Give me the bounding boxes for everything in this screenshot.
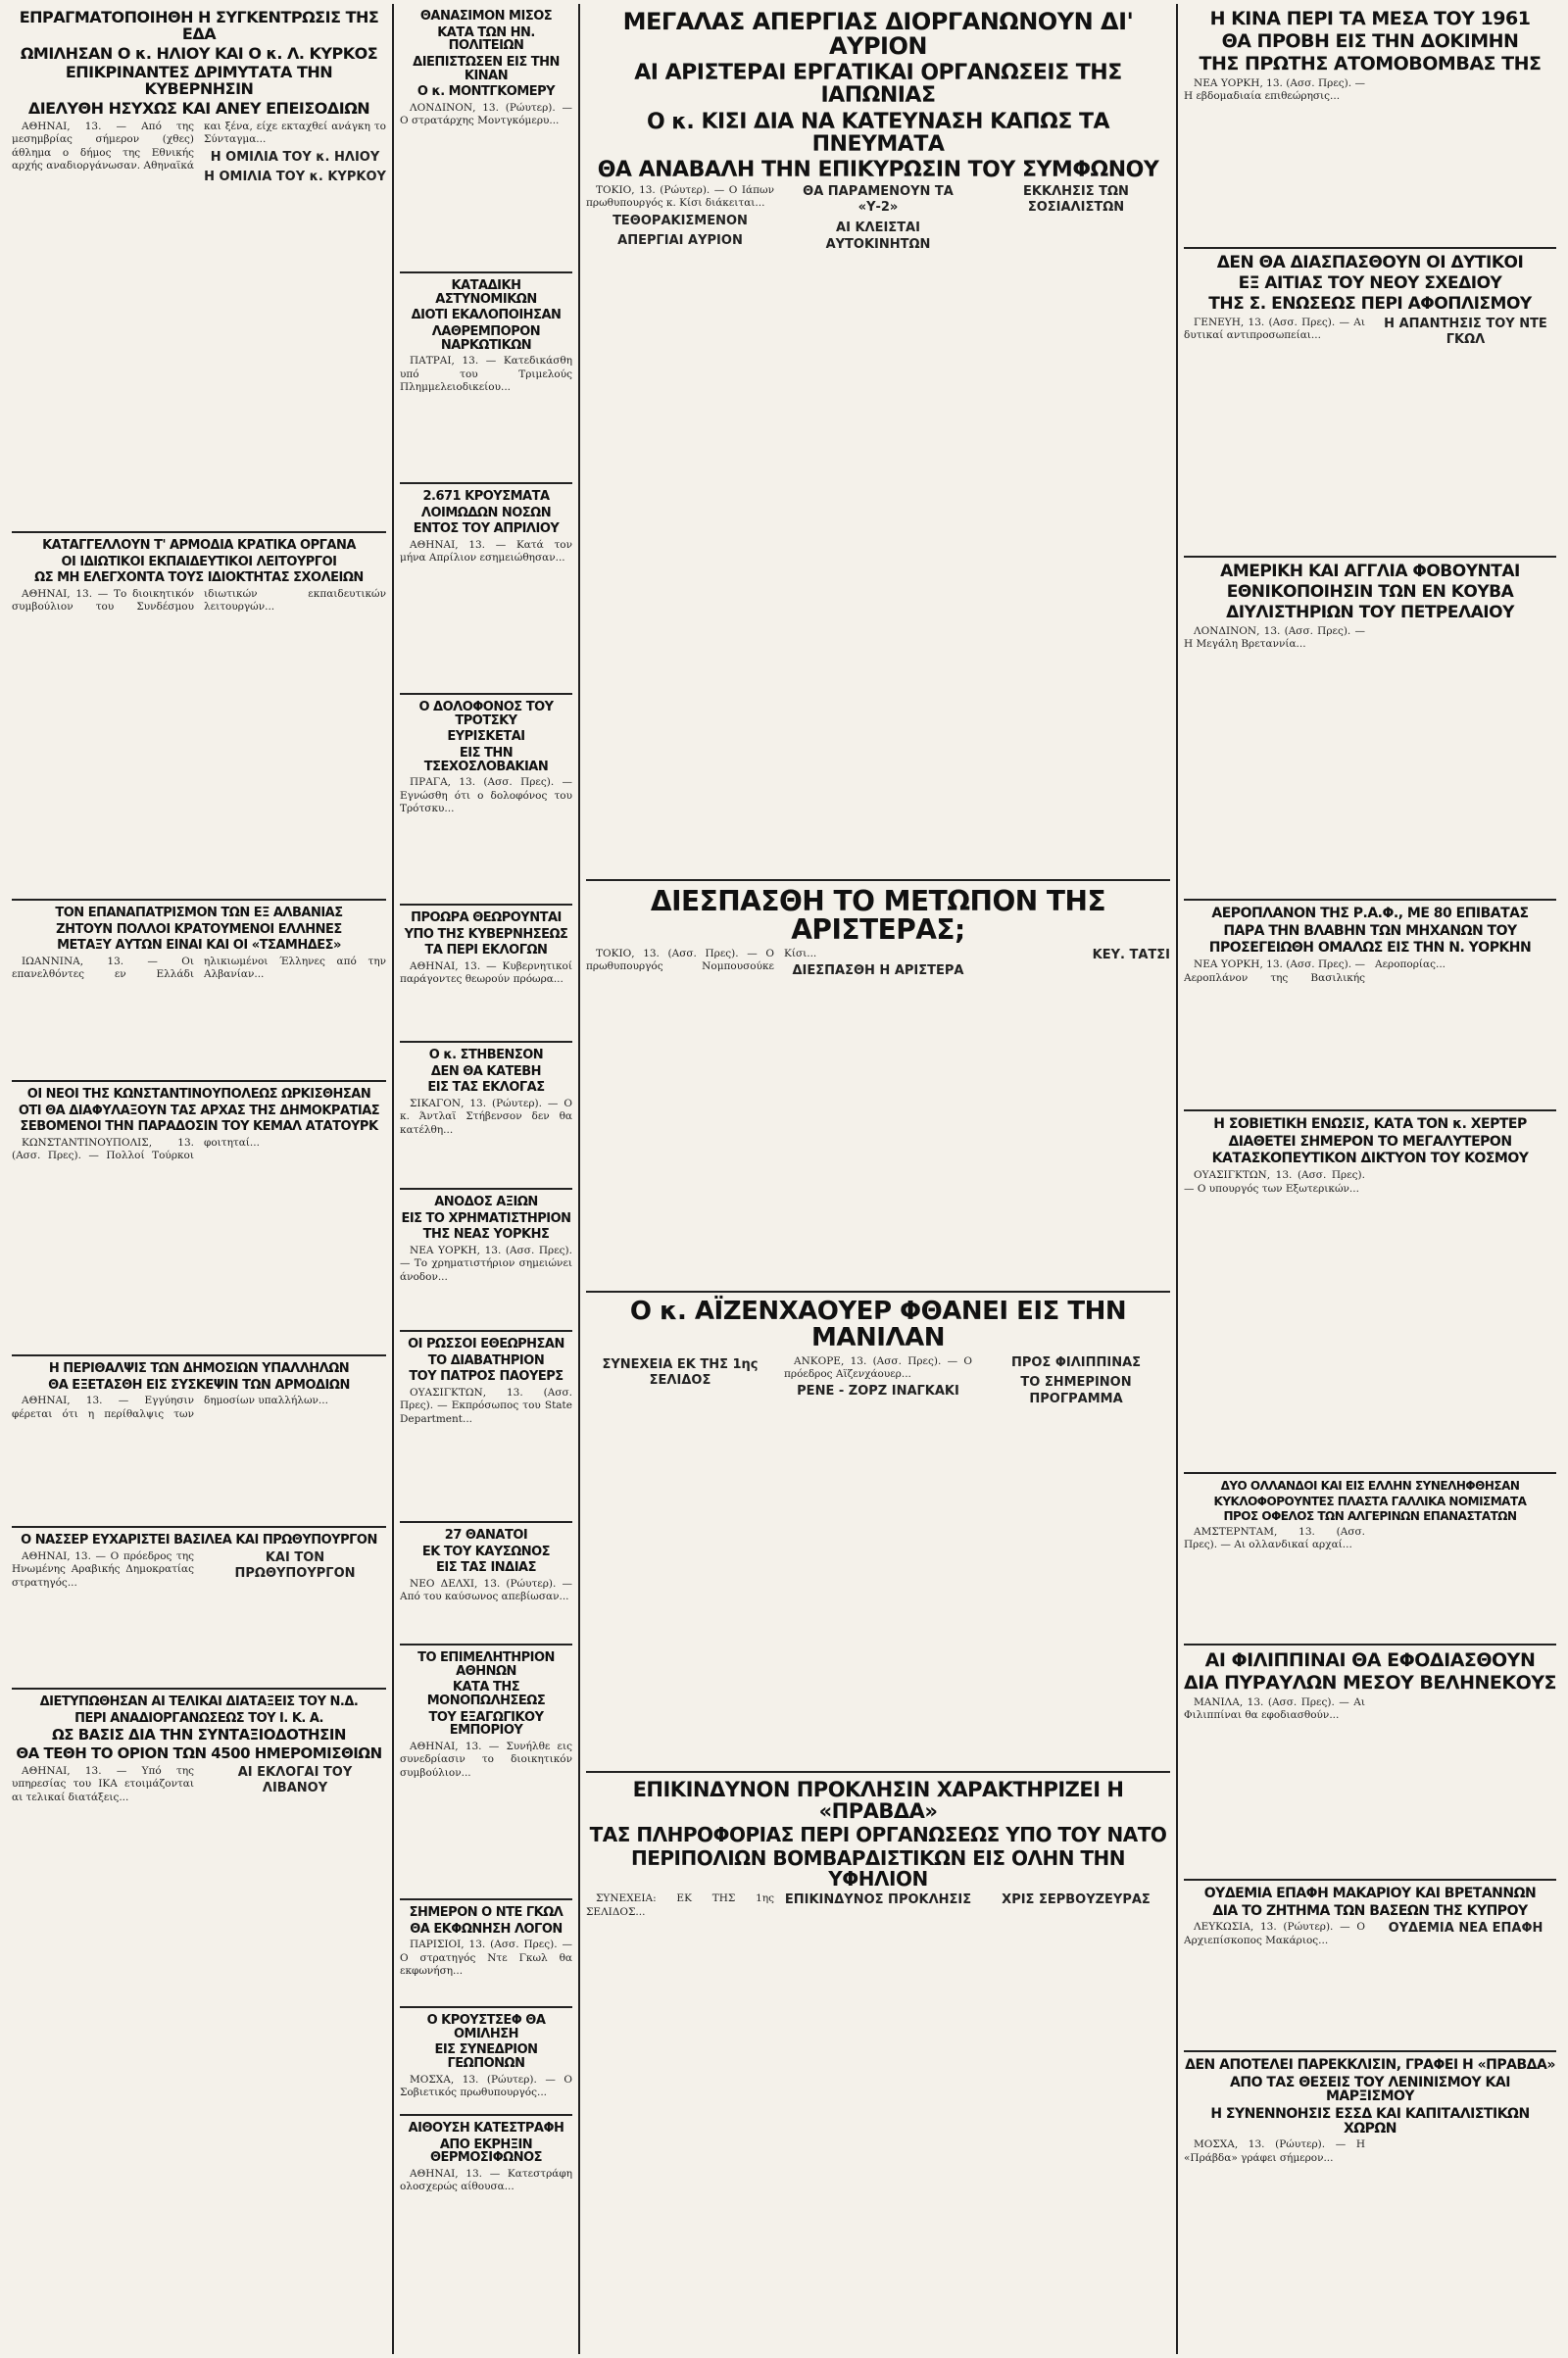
article-body xyxy=(400,102,572,131)
article-de-gaulle-speech xyxy=(400,1900,572,2008)
article-pravda-leninism xyxy=(1184,2052,1556,2346)
article-text: ΑΘΗΝΑΙ, 13. — Κατεστράφη ολοσχερώς αίθουσα... xyxy=(400,2167,572,2193)
headline: ΘΑ ΑΝΑΒΑΛΗ ΤΗΝ ΕΠΙΚΥΡΩΣΙΝ ΤΟΥ ΣΥΜΦΩΝΟΥ xyxy=(597,157,1159,182)
article-india-heatwave xyxy=(400,1523,572,1646)
byline: ΧΡΙΣ ΣΕΡΒΟΥΖΕΥΡΑΣ xyxy=(1002,1892,1151,1908)
article-montgomery xyxy=(400,4,572,273)
headline: ΔΙΟΤΙ ΕΚΑΛΟΠΟΙΗΣΑΝ xyxy=(411,308,562,323)
subheading: ΑΙ ΕΚΛΟΓΑΙ ΤΟΥ ΛΙΒΑΝΟΥ xyxy=(237,1764,353,1796)
column-1 xyxy=(6,4,392,2354)
article-text: ΤΟΚΙΟ, 13. (Ασσ. Πρες). — Ο πρωθυπουργός Νομπουσούκε Κίσι... xyxy=(586,947,817,973)
subheading: ΚΑΙ ΤΟΝ ΠΡΩΘΥΠΟΥΡΓΟΝ xyxy=(234,1549,356,1582)
article-body xyxy=(1184,625,1556,652)
headline: ΕΚ ΤΟΥ ΚΑΥΣΩΝΟΣ xyxy=(421,1544,551,1559)
article-body xyxy=(1184,1921,1556,1947)
article-body xyxy=(1184,77,1556,104)
article-body xyxy=(400,1387,572,1429)
headline: Η ΚΙΝΑ ΠΕΡΙ ΤΑ ΜΕΣΑ ΤΟΥ 1961 xyxy=(1209,8,1531,29)
headline: ΕΥΡΙΣΚΕΤΑΙ xyxy=(447,729,525,745)
article-text: ΟΥΑΣΙΓΚΤΩΝ, 13. (Ασσ. Πρες). — Ο υπουργός των Εξωτερικών... xyxy=(1184,1169,1365,1195)
article-text: ΝΕΑ ΥΟΡΚΗ, 13. (Ασσ. Πρες). — Το χρηματιστήριον σημειώνει άνοδον... xyxy=(400,1244,572,1283)
article-text: ΟΥΑΣΙΓΚΤΩΝ, 13. (Ασσ. Πρες). — Εκπρόσωπος του State Department... xyxy=(400,1386,572,1425)
article-disease-cases xyxy=(400,484,572,695)
article-pravda-nato xyxy=(586,1773,1170,2346)
article-text: ΝΕΟ ΔΕΛΧΙ, 13. (Ρώυτερ). — Από του καύσωνος απεβίωσαν... xyxy=(400,1577,572,1603)
article-albania xyxy=(12,901,386,1082)
article-text: ΝΕΑ ΥΟΡΚΗ, 13. (Ασσ. Πρες). — Αεροπλάνον της Βασιλικής Αεροπορίας... xyxy=(1184,958,1446,984)
headline: ΤΗΣ Σ. ΕΝΩΣΕΩΣ ΠΕΡΙ ΑΦΟΠΛΙΣΜΟΥ xyxy=(1208,293,1532,314)
article-china-atom-bomb xyxy=(1184,4,1556,249)
article-text: ΑΘΗΝΑΙ, 13. — Κατά τον μήνα Απρίλιον εσημειώθησαν... xyxy=(400,538,572,565)
article-body xyxy=(400,960,572,990)
column-4 xyxy=(1176,4,1562,2354)
article-civil-servants xyxy=(12,1356,386,1528)
headline: ΑΙ ΦΙΛΙΠΠΙΝΑΙ ΘΑ ΕΦΟΔΙΑΣΘΟΥΝ xyxy=(1204,1649,1536,1671)
article-text: ΙΩΑΝΝΙΝΑ, 13. — Οι επανελθόντες εν Ελλάδι ηλικιωμένοι Έλληνες από την Αλβανίαν... xyxy=(12,955,386,981)
article-body xyxy=(400,1098,572,1140)
headline: ΩΣ ΜΗ ΕΛΕΓΧΟΝΤΑ ΤΟΥΣ ΙΔΙΟΚΤΗΤΑΣ ΣΧΟΛΕΙΩΝ xyxy=(34,570,364,586)
article-text: ΑΘΗΝΑΙ, 13. — Ο πρόεδρος της Ηνωμένης Αραβικής Δημοκρατίας στρατηγός... xyxy=(12,1549,194,1589)
headline: ΚΑΤΑ ΤΗΣ ΜΟΝΟΠΩΛΗΣΕΩΣ xyxy=(426,1680,546,1708)
subheading: Η ΟΜΙΛΙΑ ΤΟΥ κ. ΗΛΙΟΥ xyxy=(210,149,380,165)
byline: ΡΕΝΕ - ΖΟΡΖ ΙΝΑΓΚΑΚΙ xyxy=(797,1384,959,1400)
article-japan-strikes xyxy=(586,4,1170,881)
headline: ΠΑΡΑ ΤΗΝ ΒΛΑΒΗΝ ΤΩΝ ΜΗΧΑΝΩΝ ΤΟΥ xyxy=(1223,922,1517,939)
article-khrushchev xyxy=(400,2008,572,2116)
headline: ΟΙ ΡΩΣΣΟΙ ΕΘΕΩΡΗΣΑΝ xyxy=(408,1337,564,1351)
headline: ΟΙ ΝΕΟΙ ΤΗΣ ΚΩΝΣΤΑΝΤΙΝΟΥΠΟΛΕΩΣ ΩΡΚΙΣΘΗΣΑΝ xyxy=(26,1087,371,1102)
headline: ΕΘΝΙΚΟΠΟΙΗΣΙΝ ΤΩΝ ΕΝ ΚΟΥΒΑ xyxy=(1226,581,1514,602)
article-body xyxy=(400,1245,572,1287)
subheading: ΣΥΝΕΧΕΙΑ ΕΚ ΤΗΣ 1ης ΣΕΛΙΔΟΣ xyxy=(602,1356,759,1389)
article-body xyxy=(586,1892,1170,1919)
article-body xyxy=(400,1939,572,1981)
subheading: ΠΡΟΣ ΦΙΛΙΠΠΙΝΑΣ xyxy=(1010,1354,1142,1370)
article-body xyxy=(1184,2138,1556,2165)
article-elections-premature xyxy=(400,906,572,1043)
subheading: ΑΠΕΡΓΙΑΙ ΑΥΡΙΟΝ xyxy=(617,233,743,249)
article-text: ΛΟΝΔΙΝΟΝ, 13. (Ασσ. Πρες). — Η Μεγάλη Βρεταννία... xyxy=(1184,624,1365,650)
headline: ΟΤΙ ΘΑ ΔΙΑΦΥΛΑΞΟΥΝ ΤΑΣ ΑΡΧΑΣ ΤΗΣ ΔΗΜΟΚΡΑΤΙΑΣ xyxy=(18,1103,380,1118)
headline: ΔΕΝ ΑΠΟΤΕΛΕΙ ΠΑΡΕΚΚΛΙΣΙΝ, ΓΡΑΦΕΙ Η «ΠΡΑΒΔΑ» xyxy=(1185,2057,1555,2073)
headline: ΣΗΜΕΡΟΝ Ο ΝΤΕ ΓΚΩΛ xyxy=(409,1905,564,1920)
article-text: ΜΟΣΧΑ, 13. (Ρώυτερ). — Ο Σοβιετικός πρωθυπουργός... xyxy=(400,2073,572,2098)
headline: ΟΥΔΕΜΙΑ ΕΠΑΦΗ ΜΑΚΑΡΙΟΥ ΚΑΙ ΒΡΕΤΑΝΝΩΝ xyxy=(1203,1886,1537,1901)
headline: ΣΕΒΟΜΕΝΟΙ ΤΗΝ ΠΑΡΑΔΟΣΙΝ ΤΟΥ ΚΕΜΑΛ ΑΤΑΤΟΥΡΚ xyxy=(20,1119,378,1135)
article-text: ΓΕΝΕΥΗ, 13. (Ασσ. Πρες). — Αι δυτικαί αντιπροσωπείαι... xyxy=(1184,316,1365,341)
headline: ΑΙΘΟΥΣΗ ΚΑΤΕΣΤΡΑΦΗ xyxy=(408,2121,564,2136)
article-eda-rally xyxy=(12,4,386,533)
article-body xyxy=(400,539,572,568)
headline: ΔΕΝ ΘΑ ΚΑΤΕΒΗ xyxy=(430,1063,542,1079)
headline: ΔΙΑ ΠΥΡΑΥΛΩΝ ΜΕΣΟΥ ΒΕΛΗΝΕΚΟΥΣ xyxy=(1184,1671,1556,1694)
article-text: ΜΟΣΧΑ, 13. (Ρώυτερ). — Η «Πράβδα» γράφει σήμερον... xyxy=(1184,2138,1365,2164)
article-body xyxy=(400,355,572,397)
headline: Ο κ. ΚΙΣΙ ΔΙΑ ΝΑ ΚΑΤΕΥΝΑΣΗ ΚΑΠΩΣ ΤΑ ΠΝΕΥΜΑΤΑ xyxy=(646,109,1110,157)
headline: ΘΑ ΕΞΕΤΑΣΘΗ ΕΙΣ ΣΥΣΚΕΨΙΝ ΤΩΝ ΑΡΜΟΔΙΩΝ xyxy=(48,1377,350,1393)
article-text: ΛΟΝΔΙΝΟΝ, 13. (Ρώυτερ). — Ο στρατάρχης Μοντγκόμερυ... xyxy=(400,101,572,127)
headline: ΔΙΕΤΥΠΩΘΗΣΑΝ ΑΙ ΤΕΛΙΚΑΙ ΔΙΑΤΑΞΕΙΣ ΤΟΥ Ν.Δ. xyxy=(39,1695,359,1709)
article-disarmament xyxy=(1184,249,1556,558)
headline: ΟΙ ΙΔΙΩΤΙΚΟΙ ΕΚΠΑΙΔΕΥΤΙΚΟΙ ΛΕΙΤΟΥΡΓΟΙ xyxy=(61,554,337,569)
article-text: ΝΕΑ ΥΟΡΚΗ, 13. (Ασσ. Πρες). — Η εβδομαδιαία επιθεώρησις... xyxy=(1184,76,1365,103)
headline: ΕΠΙΚΙΝΔΥΝΟΝ ΠΡΟΚΛΗΣΙΝ ΧΑΡΑΚΤΗΡΙΖΕΙ Η «ΠΡΑΒΔΑ» xyxy=(632,1778,1124,1824)
article-stock-rise xyxy=(400,1190,572,1332)
headline: Ο ΚΡΟΥΣΤΣΕΦ ΘΑ ΟΜΙΛΗΣΗ xyxy=(426,2013,546,2041)
subheading: ΤΕΘΟΡΑΚΙΣΜΕΝΟΝ xyxy=(612,213,748,228)
headline: ΕΙΣ ΤΑΣ ΕΚΛΟΓΑΣ xyxy=(427,1080,545,1096)
article-cuba-refineries xyxy=(1184,558,1556,901)
headline: ΚΥΚΛΟΦΟΡΟΥΝΤΕΣ ΠΛΑΣΤΑ ΓΑΛΛΙΚΑ ΝΟΜΙΣΜΑΤΑ xyxy=(1213,1494,1527,1508)
headline: 2.671 ΚΡΟΥΣΜΑΤΑ xyxy=(422,489,550,504)
article-text: ΚΩΝΣΤΑΝΤΙΝΟΥΠΟΛΙΣ, 13. (Ασσ. Πρες). — Πολλοί Τούρκοι φοιτηταί... xyxy=(12,1136,260,1162)
subheading: ΤΟ ΣΗΜΕΡΙΝΟΝ ΠΡΟΓΡΑΜΜΑ xyxy=(1020,1375,1132,1406)
article-body xyxy=(1184,317,1556,350)
article-body xyxy=(400,2168,572,2197)
headline: ΠΕΡΙ ΑΝΑΔΙΟΡΓΑΝΩΣΕΩΣ ΤΟΥ Ι. Κ. Α. xyxy=(74,1710,323,1726)
headline: ΤΑ ΠΕΡΙ ΕΚΛΟΓΩΝ xyxy=(424,943,548,958)
headline: ΤΟ ΕΠΙΜΕΛΗΤΗΡΙΟΝ ΑΘΗΝΩΝ xyxy=(417,1650,555,1679)
headline: ΔΙΑΘΕΤΕΙ ΣΗΜΕΡΟΝ ΤΟ ΜΕΓΑΛΥΤΕΡΟΝ xyxy=(1228,1133,1512,1150)
headline: ΤΟΝ ΕΠΑΝΑΠΑΤΡΙΣΜΟΝ ΤΩΝ ΕΞ ΑΛΒΑΝΙΑΣ xyxy=(55,906,343,920)
article-istanbul-youth xyxy=(12,1082,386,1356)
article-body xyxy=(12,956,386,983)
article-body xyxy=(586,948,1170,980)
headline: ΔΙΕΛΥΘΗ ΗΣΥΧΩΣ ΚΑΙ ΑΝΕΥ ΕΠΕΙΣΟΔΙΩΝ xyxy=(27,98,370,118)
article-text: ΣΥΝΕΧΕΙΑ: ΕΚ ΤΗΣ 1ης ΣΕΛΙΔΟΣ... xyxy=(586,1892,774,1918)
article-text: ΑΘΗΝΑΙ, 13. — Κυβερνητικοί παράγοντες θεωρούν πρόωρα... xyxy=(400,959,572,986)
article-makarios xyxy=(1184,1881,1556,2052)
article-text: ΑΘΗΝΑΙ, 13. — Συνήλθε εις συνεδρίασιν το διοικητικόν συμβούλιον... xyxy=(400,1740,572,1779)
article-body xyxy=(1184,1696,1556,1723)
headline: ΘΑΝΑΣΙΜΟΝ ΜΙΣΟΣ xyxy=(419,9,553,24)
article-text: ΑΘΗΝΑΙ, 13. — Υπό της υπηρεσίας του ΙΚΑ ετοιμάζονται αι τελικαί διατάξεις... xyxy=(12,1764,194,1803)
headline: ΩΜΙΛΗΣΑΝ Ο κ. ΗΛΙΟΥ ΚΑΙ Ο κ. Λ. ΚΥΡΚΟΣ xyxy=(20,43,378,63)
headline: ΔΙΕΠΙΣΤΩΣΕΝ ΕΙΣ ΤΗΝ ΚΙΝΑΝ xyxy=(413,54,560,83)
article-ika xyxy=(12,1690,386,2336)
subheading: Η ΑΠΑΝΤΗΣΙΣ ΤΟΥ ΝΤΕ ΓΚΩΛ xyxy=(1384,316,1547,348)
article-teachers xyxy=(12,533,386,901)
article-body xyxy=(400,1578,572,1607)
headline: ΜΕΓΑΛΑΣ ΑΠΕΡΓΙΑΣ ΔΙΟΡΓΑΝΩΝΟΥΝ ΔΙ' ΑΥΡΙΟΝ xyxy=(622,8,1134,61)
headline: Ο ΝΑΣΣΕΡ ΕΥΧΑΡΙΣΤΕΙ ΒΑΣΙΛΕΑ ΚΑΙ ΠΡΩΘΥΠΟΥΡΓΟΝ xyxy=(21,1533,377,1547)
article-trotsky-assassin xyxy=(400,695,572,906)
headline: ΕΙΣ ΤΟ ΧΡΗΜΑΤΙΣΤΗΡΙΟΝ xyxy=(401,1210,571,1226)
article-body xyxy=(400,1741,572,1783)
article-body xyxy=(12,1550,386,1590)
headline: ΕΞ ΑΙΤΙΑΣ ΤΟΥ ΝΕΟΥ ΣΧΕΔΙΟΥ xyxy=(1238,272,1502,293)
article-text: ΑΘΗΝΑΙ, 13. — Εγγύησιν φέρεται ότι η περίθαλψις των δημοσίων υπαλλήλων... xyxy=(12,1395,328,1420)
article-text: ΤΟΚΙΟ, 13. (Ρώυτερ). — Ο Ιάπων πρωθυπουργός κ. Κίσι διάκειται... xyxy=(586,183,774,210)
article-left-front xyxy=(586,881,1170,1293)
article-text: ΑΘΗΝΑΙ, 13. — Από της μεσημβρίας σήμερον (χθες) άθλημα ο δήμος της Εθνικής αρχής αναδιοργάνωσαν. Αθηναϊκά και ξένα, είχε εκταχθεί ανάγκη το Σύνταγμα... xyxy=(12,120,386,172)
headline: ΠΡΟΩΡΑ ΘΕΩΡΟΥΝΤΑΙ xyxy=(411,910,562,925)
article-body xyxy=(12,1765,386,1804)
headline: ΚΑΤΑΓΓΕΛΛΟΥΝ Τ' ΑΡΜΟΔΙΑ ΚΡΑΤΙΚΑ ΟΡΓΑΝΑ xyxy=(42,538,356,553)
headline: ΤΗΣ ΠΡΩΤΗΣ ΑΤΟΜΟΒΟΜΒΑΣ ΤΗΣ xyxy=(1199,52,1542,74)
article-text: ΣΙΚΑΓΟΝ, 13. (Ρώυτερ). — Ο κ. Άντλαϊ Στήβενσον δεν θα κατέλθη... xyxy=(400,1097,572,1136)
byline: ΚΕΥ. ΤΑΤΣΙ xyxy=(1092,947,1170,962)
article-raf-plane xyxy=(1184,901,1556,1111)
headline: Ο κ. ΜΟΝΤΓΚΟΜΕΡΥ xyxy=(416,84,556,100)
headline: ΑΠΟ ΤΑΣ ΘΕΣΕΙΣ ΤΟΥ ΛΕΝΙΝΙΣΜΟΥ ΚΑΙ ΜΑΡΞΙΣΜΟΥ xyxy=(1230,2074,1510,2105)
article-body xyxy=(400,776,572,818)
article-text: ΜΑΝΙΛΑ, 13. (Ασσ. Πρες). — Αι Φιλιππίναι θα εφοδιασθούν... xyxy=(1184,1695,1365,1722)
headline: ΤΟΥ ΠΑΤΡΟΣ ΠΑΟΥΕΡΣ xyxy=(409,1369,564,1385)
headline: ΚΑΤΑ ΤΩΝ ΗΝ. ΠΟΛΙΤΕΙΩΝ xyxy=(437,25,535,54)
article-text: ΑΘΗΝΑΙ, 13. — Το διοικητικόν συμβούλιον του Συνδέσμου ιδιωτικών εκπαιδευτικών λειτουργών... xyxy=(12,587,386,614)
headline: ΔΕΝ ΘΑ ΔΙΑΣΠΑΣΘΟΥΝ ΟΙ ΔΥΤΙΚΟΙ xyxy=(1216,253,1524,272)
article-body xyxy=(12,121,386,186)
headline: ΠΡΟΣΕΓΕΙΩΘΗ ΟΜΑΛΩΣ ΕΙΣ ΤΗΝ Ν. ΥΟΡΚΗΝ xyxy=(1208,940,1532,957)
headline: ΔΙΑ ΤΟ ΖΗΤΗΜΑ ΤΩΝ ΒΑΣΕΩΝ ΤΗΣ ΚΥΠΡΟΥ xyxy=(1212,1902,1528,1919)
headline: ΕΙΣ ΣΥΝΕΔΡΙΟΝ ΓΕΩΠΟΝΩΝ xyxy=(434,2042,538,2071)
headline: ΤΟ ΔΙΑΒΑΤΗΡΙΟΝ xyxy=(427,1352,545,1368)
headline: ΛΑΘΡΕΜΠΟΡΟΝ ΝΑΡΚΩΤΙΚΩΝ xyxy=(431,323,541,353)
headline: Η ΣΥΝΕΝΝΟΗΣΙΣ ΕΣΣΔ ΚΑΙ ΚΑΠΙΤΑΛΙΣΤΙΚΩΝ ΧΩΡΩΝ xyxy=(1210,2106,1530,2137)
headline: ΠΡΟΣ ΟΦΕΛΟΣ ΤΩΝ ΑΛΓΕΡΙΝΩΝ ΕΠΑΝΑΣΤΑΤΩΝ xyxy=(1223,1509,1517,1524)
headline: ΠΕΡΙΠΟΛΙΩΝ ΒΟΜΒΑΡΔΙΣΤΙΚΩΝ ΕΙΣ ΟΛΗΝ ΤΗΝ ΥΦΗΛΙΟΝ xyxy=(630,1846,1126,1891)
headline: ΤΗΣ ΝΕΑΣ ΥΟΡΚΗΣ xyxy=(422,1227,550,1243)
article-stevenson xyxy=(400,1043,572,1190)
article-counterfeit-francs xyxy=(1184,1474,1556,1646)
headline: Ο κ. ΑΪΖΕΝΧΑΟΥΕΡ ΦΘΑΝΕΙ ΕΙΣ ΤΗΝ ΜΑΝΙΛΑΝ xyxy=(629,1297,1127,1353)
article-philippines-missiles xyxy=(1184,1646,1556,1881)
headline: ΤΟΥ ΕΞΑΓΩΓΙΚΟΥ ΕΜΠΟΡΙΟΥ xyxy=(428,1709,544,1739)
article-body xyxy=(1184,1526,1556,1552)
headline: ΘΑ ΤΕΘΗ ΤΟ ΟΡΙΟΝ ΤΩΝ 4500 ΗΜΕΡΟΜΙΣΘΙΩΝ xyxy=(16,1744,382,1763)
article-chamber-commerce xyxy=(400,1646,572,1900)
headline: Η ΠΕΡΙΘΑΛΨΙΣ ΤΩΝ ΔΗΜΟΣΙΩΝ ΥΠΑΛΛΗΛΩΝ xyxy=(48,1361,350,1376)
headline: ΚΑΤΑΔΙΚΗ ΑΣΤΥΝΟΜΙΚΩΝ xyxy=(435,278,537,307)
article-police-conviction xyxy=(400,273,572,484)
headline: ΑΝΟΔΟΣ ΑΞΙΩΝ xyxy=(434,1195,538,1209)
subheading: ΟΥΔΕΜΙΑ ΝΕΑ ΕΠΑΦΗ xyxy=(1388,1921,1544,1937)
headline: ΩΣ ΒΑΣΙΣ ΔΙΑ ΤΗΝ ΣΥΝΤΑΞΙΟΔΟΤΗΣΙΝ xyxy=(52,1726,346,1744)
article-body xyxy=(400,2074,572,2103)
subheading: ΕΠΙΚΙΝΔΥΝΟΣ ΠΡΟΚΛΗΣΙΣ xyxy=(784,1892,972,1908)
headline: ΚΑΤΑΣΚΟΠΕΥΤΙΚΟΝ ΔΙΚΤΥΟΝ ΤΟΥ ΚΟΣΜΟΥ xyxy=(1211,1151,1529,1167)
headline: ΕΠΡΑΓΜΑΤΟΠΟΙΗΘΗ Η ΣΥΓΚΕΝΤΡΩΣΙΣ ΤΗΣ ΕΔΑ xyxy=(19,8,379,43)
article-text: ΛΕΥΚΩΣΙΑ, 13. (Ρώυτερ). — Ο Αρχιεπίσκοπος Μακάριος... xyxy=(1184,1921,1365,1946)
headline: ΛΟΙΜΩΔΩΝ ΝΟΣΩΝ xyxy=(420,505,552,520)
headline: ΑΜΕΡΙΚΗ ΚΑΙ ΑΓΓΛΙΑ ΦΟΒΟΥΝΤΑΙ xyxy=(1220,562,1520,581)
article-nasser xyxy=(12,1528,386,1690)
subheading: ΑΙ ΚΛΕΙΣΤΑΙ ΑΥΤΟΚΙΝΗΤΩΝ xyxy=(825,221,931,252)
article-text: ΑΜΣΤΕΡΝΤΑΜ, 13. (Ασσ. Πρες). — Αι ολλανδικαί αρχαί... xyxy=(1184,1525,1365,1551)
article-text: ΠΑΤΡΑΙ, 13. — Κατεδικάσθη υπό του Τριμελούς Πλημμελειοδικείου... xyxy=(400,355,572,394)
subheading: ΔΙΕΣΠΑΣΘΗ Η ΑΡΙΣΤΕΡΑ xyxy=(792,963,964,979)
article-soviet-espionage xyxy=(1184,1111,1556,1474)
headline: ΖΗΤΟΥΝ ΠΟΛΛΟΙ ΚΡΑΤΟΥΜΕΝΟΙ ΕΛΛΗΝΕΣ xyxy=(56,921,342,937)
headline: ΑΕΡΟΠΛΑΝΟΝ ΤΗΣ Ρ.Α.Φ., ΜΕ 80 ΕΠΙΒΑΤΑΣ xyxy=(1211,906,1529,921)
article-text: ΑΝΚΟΡΕ, 13. (Ασσ. Πρες). — Ο πρόεδρος Αϊζενχάουερ... xyxy=(784,1354,972,1381)
headline: ΘΑ ΕΚΦΩΝΗΣΗ ΛΟΓΟΝ xyxy=(410,1921,563,1937)
headline: 27 ΘΑΝΑΤΟΙ xyxy=(444,1528,528,1543)
headline: ΔΙΥΛΙΣΤΗΡΙΩΝ ΤΟΥ ΠΕΤΡΕΛΑΙΟΥ xyxy=(1226,602,1514,622)
headline: ΕΝΤΟΣ ΤΟΥ ΑΠΡΙΛΙΟΥ xyxy=(413,521,560,537)
headline: Ο ΔΟΛΟΦΟΝΟΣ ΤΟΥ ΤΡΟΤΣΚΥ xyxy=(418,700,554,728)
headline: ΕΠΙΚΡΙΝΑΝΤΕΣ ΔΡΙΜΥΤΑΤΑ ΤΗΝ ΚΥΒΕΡΝΗΣΙΝ xyxy=(65,63,333,99)
headline: ΔΥΟ ΟΛΛΑΝΔΟΙ ΚΑΙ ΕΙΣ ΕΛΛΗΝ ΣΥΝΕΛΗΦΘΗΣΑΝ xyxy=(1220,1479,1520,1493)
article-body xyxy=(586,1355,1170,1408)
headline: ΕΙΣ ΤΑΣ ΙΝΔΙΑΣ xyxy=(435,1560,536,1576)
article-body xyxy=(12,1395,386,1421)
article-body xyxy=(1184,958,1556,985)
subheading: ΘΑ ΠΑΡΑΜΕΝΟΥΝ ΤΑ «Υ-2» xyxy=(803,183,954,216)
headline: Ο κ. ΣΤΗΒΕΝΣΟΝ xyxy=(428,1048,544,1062)
headline: ΑΙ ΑΡΙΣΤΕΡΑΙ ΕΡΓΑΤΙΚΑΙ ΟΡΓΑΝΩΣΕΙΣ ΤΗΣ ΙΑΠΩΝΙΑΣ xyxy=(634,61,1122,109)
article-body xyxy=(12,588,386,615)
headline: ΔΙΕΣΠΑΣΘΗ ΤΟ ΜΕΤΩΠΟΝ ΤΗΣ ΑΡΙΣΤΕΡΑΣ; xyxy=(650,885,1106,947)
article-powers-passport xyxy=(400,1332,572,1523)
article-eisenhower-manila xyxy=(586,1293,1170,1773)
headline: Η ΣΟΒΙΕΤΙΚΗ ΕΝΩΣΙΣ, ΚΑΤΑ ΤΟΝ κ. ΧΕΡΤΕΡ xyxy=(1213,1116,1527,1132)
article-boiler-explosion xyxy=(400,2116,572,2312)
article-body xyxy=(1184,1169,1556,1196)
headline: ΤΑΣ ΠΛΗΡΟΦΟΡΙΑΣ ΠΕΡΙ ΟΡΓΑΝΩΣΕΩΣ ΥΠΟ ΤΟΥ ΝΑΤΟ xyxy=(589,1823,1167,1847)
subheading: Η ΟΜΙΛΙΑ ΤΟΥ κ. ΚΥΡΚΟΥ xyxy=(204,170,386,185)
headline: ΥΠΟ ΤΗΣ ΚΥΒΕΡΝΗΣΕΩΣ xyxy=(404,926,568,942)
column-3 xyxy=(578,4,1176,2354)
article-body xyxy=(12,1137,386,1163)
article-text: ΠΑΡΙΣΙΟΙ, 13. (Ασσ. Πρες). — Ο στρατηγός Ντε Γκωλ θα εκφωνήση... xyxy=(400,1939,572,1978)
article-text: ΠΡΑΓΑ, 13. (Ασσ. Πρες). — Εγνώσθη ότι ο δολοφόνος του Τρότσκυ... xyxy=(400,776,572,815)
headline: ΕΙΣ ΤΗΝ ΤΣΕΧΟΣΛΟΒΑΚΙΑΝ xyxy=(423,745,549,774)
column-2 xyxy=(392,4,578,2354)
headline: ΘΑ ΠΡΟΒΗ ΕΙΣ ΤΗΝ ΔΟΚΙΜΗΝ xyxy=(1221,29,1519,52)
article-body xyxy=(586,184,1170,254)
headline: ΜΕΤΑΞΥ ΑΥΤΩΝ ΕΙΝΑΙ ΚΑΙ ΟΙ «ΤΣΑΜΗΔΕΣ» xyxy=(57,938,341,954)
subheading: ΕΚΚΛΗΣΙΣ ΤΩΝ ΣΟΣΙΑΛΙΣΤΩΝ xyxy=(1023,183,1129,216)
headline: ΑΠΟ ΕΚΡΗΞΙΝ ΘΕΡΜΟΣΙΦΩΝΟΣ xyxy=(429,2137,543,2166)
